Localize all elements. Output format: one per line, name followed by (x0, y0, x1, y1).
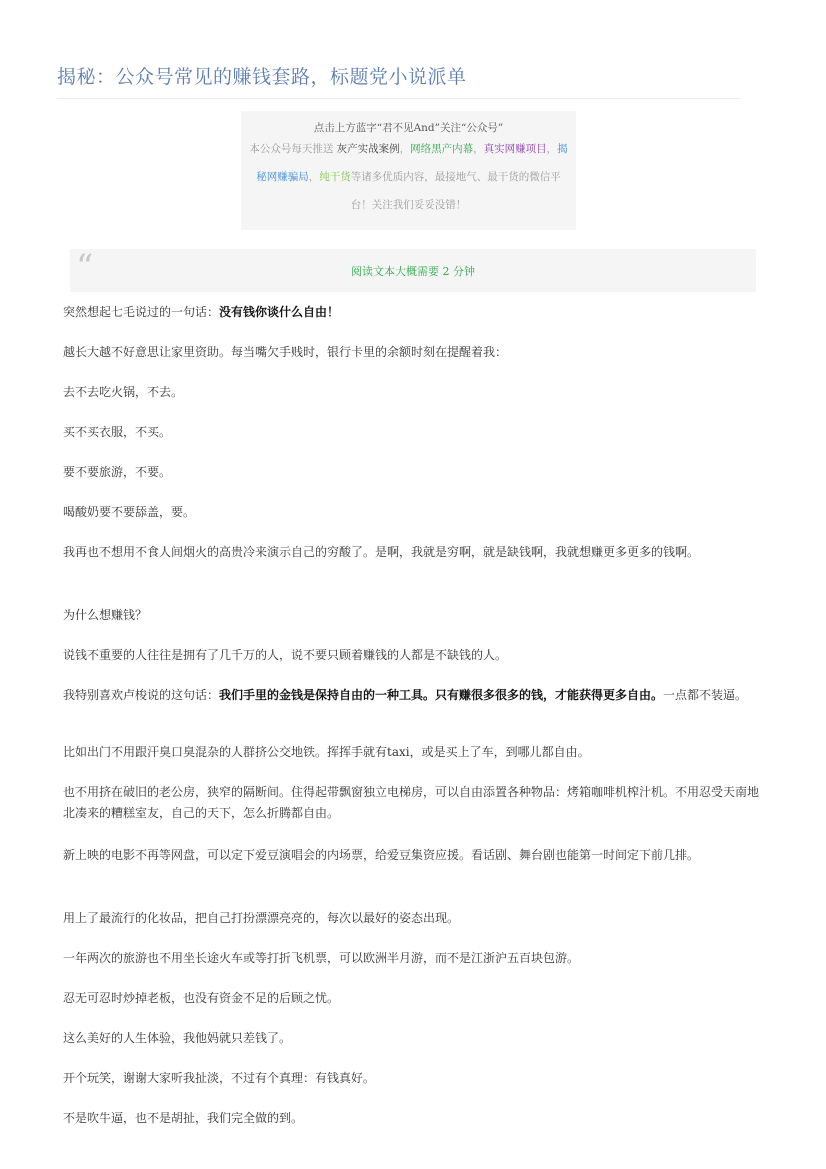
paragraph-9: 说钱不重要的人往往是拥有了几千万的人，说不要只顾着赚钱的人都是不缺钱的人。 (63, 648, 508, 662)
follow-prompt: 点击上方蓝字“君不见And”关注“公众号” (313, 122, 504, 134)
paragraph-6: 喝酸奶要不要舔盖，要。 (63, 505, 196, 519)
tag-scam-reveal: 揭秘网赚骗局 (256, 143, 568, 183)
tag-grey-cases: 灰产实战案例 (336, 143, 400, 155)
comma: ， (399, 143, 411, 155)
paragraph-1-lead: 突然想起七毛说过的一句话： (63, 305, 220, 319)
paragraph-1 (63, 302, 759, 323)
comma: ， (308, 171, 320, 183)
tag-pure-content: 纯干货 (319, 171, 351, 183)
paragraph-10 (63, 685, 759, 706)
paragraph-18: 开个玩笑，谢谢大家听我扯淡，不过有个真理：有钱真好。 (63, 1071, 376, 1085)
paragraph-5: 要不要旅游，不要。 (63, 465, 172, 479)
title-divider (57, 98, 741, 99)
paragraph-10-quote: 我们手里的金钱是保持自由的一种工具。只有赚很多很多的钱，才能获得更多自由。 (219, 688, 664, 702)
paragraph-8: 为什么想赚钱？ (63, 608, 148, 622)
tag-black-industry: 网络黑产内幕 (410, 143, 474, 155)
paragraph-13: 新上映的电影不再等网盘，可以定下爱豆演唱会的内场票，给爱豆集资应援。看话剧、舞台剧也能第一时间定下前几排。 (63, 848, 700, 862)
article-title: 揭秘：公众号常见的赚钱套路，标题党小说派单 (57, 66, 467, 88)
paragraph-10-tail: 一点都不装逼。 (663, 688, 748, 702)
comma: ， (473, 143, 484, 155)
paragraph-14: 用上了最流行的化妆品，把自己打扮漂漂亮亮的，每次以最好的姿态出现。 (63, 911, 460, 925)
paragraph-2: 越长大越不好意思让家里资助。每当嘴欠手贱时，银行卡里的余额时刻在提醒着我： (63, 345, 508, 359)
comma: ， (546, 143, 558, 155)
paragraph-4: 买不买衣服，不买。 (63, 425, 172, 439)
quote-mark-icon: “ (76, 247, 94, 287)
reading-time-text: 阅读文本大概需要 2 分钟 (351, 265, 475, 278)
tag-real-projects: 真实网赚项目 (483, 143, 547, 155)
paragraph-16: 忍无可忍时炒掉老板，也没有资金不足的后顾之忧。 (63, 991, 340, 1005)
paragraph-1-quote: 没有钱你谈什么自由！ (219, 305, 340, 319)
paragraph-12: 也不用挤在破旧的老公房，狭窄的隔断间。住得起带飘窗独立电梯房，可以自由添置各种物品：烤箱咖啡机榨汁机。不用忍受天南地北凑来的糟糕室友，自己的天下，怎么折腾都自由。 (63, 785, 760, 820)
paragraph-19: 不是吹牛逼，也不是胡扯，我们完全做的到。 (63, 1111, 304, 1125)
reading-time-box (70, 249, 756, 292)
paragraph-10-lead: 我特别喜欢卢梭说的这句话： (63, 688, 220, 702)
paragraph-15: 一年两次的旅游也不用坐长途火车或等打折飞机票，可以欧洲半月游，而不是江浙沪五百块包游。 (63, 951, 580, 965)
paragraph-11: 比如出门不用跟汗臭口臭混杂的人群挤公交地铁。挥挥手就有taxi，或是买上了车，到哪儿都自由。 (63, 745, 590, 759)
follow-text-outro: 等诸多优质内容，最接地气、最干货的微信平台！关注我们妥妥没错！ (350, 171, 561, 211)
follow-banner (241, 111, 576, 230)
paragraph-17: 这么美好的人生体验，我他妈就只差钱了。 (63, 1031, 292, 1045)
paragraph-7: 我再也不想用不食人间烟火的高贵冷来演示自己的穷酸了。是啊，我就是穷啊，就是缺钱啊，我就想赚更多更多的钱啊。 (63, 545, 700, 559)
follow-description (241, 135, 576, 219)
follow-text-intro: 本公众号每天推送 (249, 143, 337, 155)
paragraph-3: 去不去吃火锅，不去。 (63, 385, 184, 399)
